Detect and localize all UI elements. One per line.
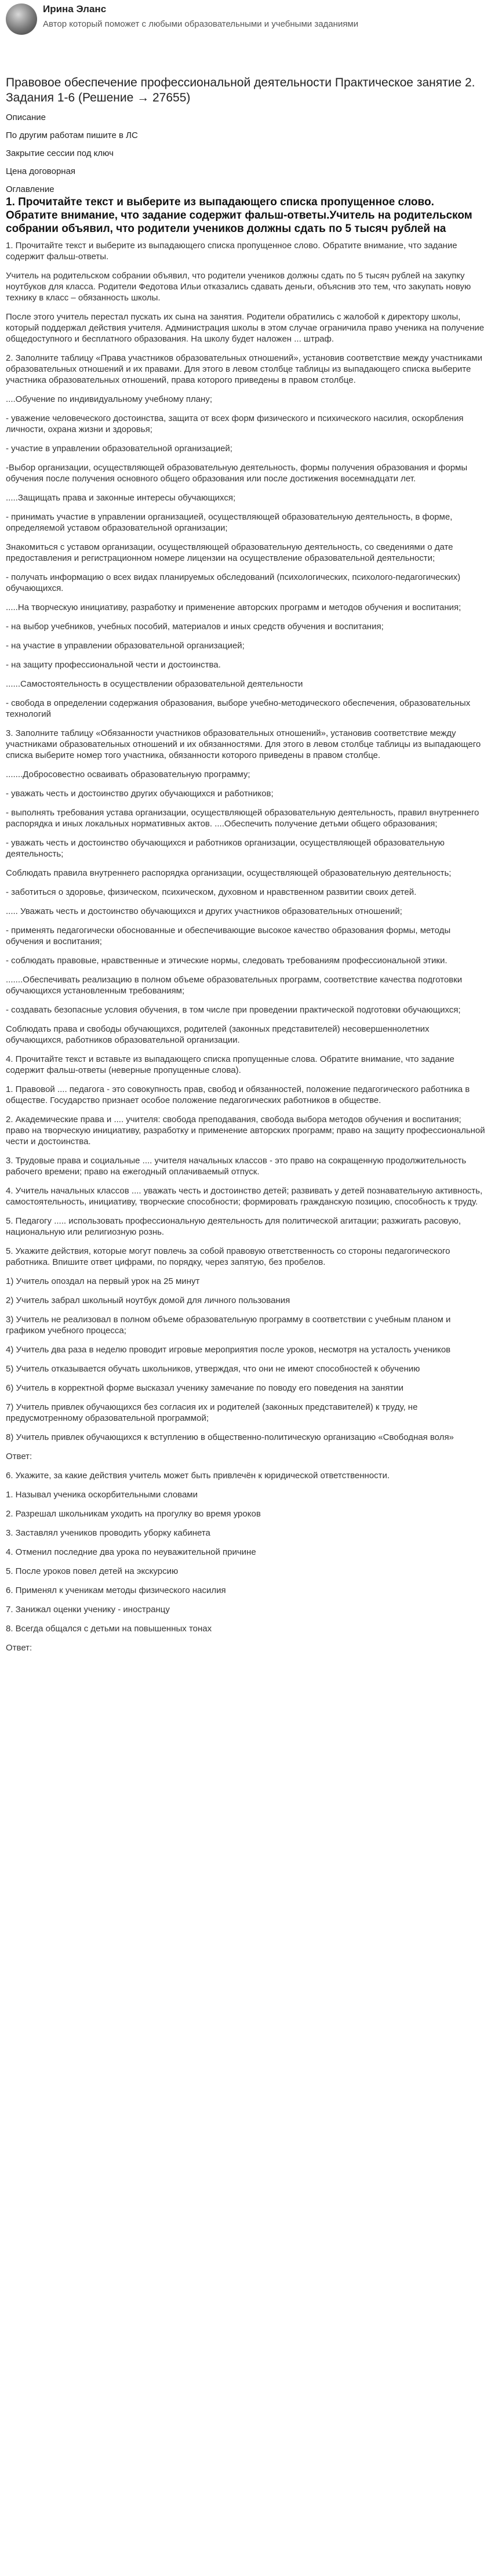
paragraph: 2. Академические права и .... учителя: свобода преподавания, свобода выбора методов обучения и воспитания; право на творческую инициативу, разработку и применение авторских программ; право на защиту профессиональной чести и достоинства.: [6, 1115, 485, 1146]
nav-item[interactable]: Закрытие сессии под ключ: [6, 148, 114, 158]
document-title: Правовое обеспечение профессиональной деятельности Практическое занятие 2. Задания 1-6 (Решение → 27655): [6, 76, 475, 104]
lead-heading: 1. Прочитайте текст и выберите из выпадающего списка пропущенное слово. Обратите внимание, что задание содержит фальш-ответы.Учитель на родительском собрании объявил, что родители учеников должны сдать по 5 тысяч рублей на: [6, 196, 472, 235]
paragraph: - заботиться о здоровье, физическом, психическом, духовном и нравственном развитии своих детей.: [6, 887, 417, 897]
document-body: [6, 240, 485, 1653]
paragraph: 3. Заполните таблицу «Обязанности участников образовательных отношений», установив соответствие между участниками образовательных отношений и их обязанностями. Для этого в левом столбце таблицы из выпадающего списка выберите номер того участника, обязанности которого приведены в правом столбце.: [6, 728, 481, 760]
paragraph: Знакомиться с уставом организации, осуществляющей образовательную деятельность, со сведениями о дате предоставления и регистрационном номере лицензии на осуществление образовательной деятельности;: [6, 542, 453, 563]
paragraph: 2) Учитель забрал школьный ноутбук домой для личного пользования: [6, 1296, 290, 1305]
avatar[interactable]: [6, 3, 37, 35]
paragraph: - соблюдать правовые, нравственные и этические нормы, следовать требованиям профессиональной этики.: [6, 956, 448, 966]
paragraph: 2. Заполните таблицу «Права участников образовательных отношений», установив соответствие между участниками образовательных отношений и их правами. Для этого в левом столбце таблицы из выпадающего списка выберите участника образовательных отношений, права которого приведены в правом столбце.: [6, 353, 482, 385]
paragraph: 8. Всегда общался с детьми на повышенных тонах: [6, 1624, 212, 1634]
paragraph: 6. Укажите, за какие действия учитель может быть привлечён к юридической ответственности.: [6, 1471, 390, 1481]
paragraph: - принимать участие в управлении организацией, осуществляющей образовательную деятельность, в форме, определяемой уставом образовательной организации;: [6, 512, 453, 533]
paragraph: Ответ:: [6, 1452, 32, 1461]
nav-item[interactable]: Цена договорная: [6, 166, 76, 176]
paragraph: Ответ:: [6, 1643, 32, 1653]
paragraph: - выполнять требования устава организации, осуществляющей образовательную деятельность, правил внутреннего распорядка и иных локальных нормативных актов. ....Обеспечить получение детьми общего образования;: [6, 808, 479, 829]
paragraph: 3. Заставлял учеников проводить уборку кабинета: [6, 1528, 210, 1538]
paragraph: -Выбор организации, осуществляющей образовательную деятельность, формы получения образования и формы обучения после получения основного общего образования или после достижения восемнадцати лет.: [6, 463, 468, 484]
paragraph: 5) Учитель отказывается обучать школьников, утверждая, что они не имеют способностей к обучению: [6, 1364, 420, 1374]
paragraph: ..... Уважать честь и достоинство обучающихся и других участников образовательных отношений;: [6, 906, 402, 916]
paragraph: 1. Называл ученика оскорбительными словами: [6, 1490, 198, 1500]
paragraph: 5. После уроков повел детей на экскурсию: [6, 1566, 179, 1576]
author-block: [6, 0, 485, 71]
paragraph: Соблюдать правила внутреннего распорядка организации, осуществляющей образовательную деятельность;: [6, 868, 452, 878]
toc-label[interactable]: Оглавление: [6, 184, 54, 194]
paragraph: Учитель на родительском собрании объявил, что родители учеников должны сдать по 5 тысяч рублей на закупку ноутбуков для класса. Родители Федотова Ильи отказались сдавать деньги, объяснив это тем, что закупать новую технику в класс – обязанность школы.: [6, 271, 471, 303]
paragraph: - на выбор учебников, учебных пособий, материалов и иных средств обучения и воспитания;: [6, 622, 384, 632]
nav-list: [6, 113, 485, 177]
paragraph: 7. Занижал оценки ученику - иностранцу: [6, 1605, 170, 1614]
paragraph: - свобода в определении содержания образования, выборе учебно-методического обеспечения, образовательных технологий: [6, 698, 471, 719]
paragraph: 4. Отменил последние два урока по неуважительной причине: [6, 1547, 256, 1557]
paragraph: ......Самостоятельность в осуществлении образовательной деятельности: [6, 679, 303, 689]
paragraph: 5. Педагогу ..... использовать профессиональную деятельность для политической агитации; разжигать расовую, национальную или религиозную рознь.: [6, 1216, 461, 1237]
paragraph: 6) Учитель в корректной форме высказал ученику замечание по поводу его поведения на занятии: [6, 1383, 403, 1393]
paragraph: .......Обеспечивать реализацию в полном объеме образовательных программ, соответствие качества подготовки обучающихся установленным требованиям;: [6, 975, 463, 996]
author-description: Автор который поможет с любыми образовательными и учебными заданиями: [43, 19, 359, 29]
paragraph: ....Обучение по индивидуальному учебному плану;: [6, 394, 212, 404]
paragraph: 4. Прочитайте текст и вставьте из выпадающего списка пропущенные слова. Обратите внимание, что задание содержит фальш-ответы (неверные пропущенные слова).: [6, 1054, 454, 1075]
author-name[interactable]: Ирина Эланс: [43, 3, 107, 14]
paragraph: 1. Правовой .... педагога - это совокупность прав, свобод и обязанностей, положение педагогического работника в обществе. Государство признает особое положение педагогических работников в обществе.: [6, 1084, 470, 1105]
paragraph: 3) Учитель не реализовал в полном объеме образовательную программу в соответствии с учебным планом и графиком учебного процесса;: [6, 1315, 451, 1336]
paragraph: - применять педагогически обоснованные и обеспечивающие высокое качество образования формы, методы обучения и воспитания;: [6, 926, 451, 946]
paragraph: После этого учитель перестал пускать их сына на занятия. Родители обратились с жалобой к директору школы, который поддержал действия учителя. Администрация школы в этом случае ограничила право ученика на получение общедоступного и бесплатного образования. На школу будет наложен ... штраф.: [6, 312, 485, 344]
nav-item[interactable]: По другим работам пишите в ЛС: [6, 130, 138, 140]
paragraph: .......Добросовестно осваивать образовательную программу;: [6, 770, 250, 779]
paragraph: 8) Учитель привлек обучающихся к вступлению в общественно-политическую организацию «Свободная воля»: [6, 1432, 454, 1442]
paragraph: 3. Трудовые права и социальные .... учителя начальных классов - это право на сокращенную продолжительность рабочего времени; право на ежегодный оплачиваемый отпуск.: [6, 1156, 467, 1177]
nav-item[interactable]: Описание: [6, 113, 46, 122]
paragraph: - получать информацию о всех видах планируемых обследований (психологических, психолого-педагогических) обучающихся.: [6, 572, 461, 593]
paragraph: - на участие в управлении образовательной организацией;: [6, 641, 245, 651]
paragraph: 1) Учитель опоздал на первый урок на 25 минут: [6, 1276, 200, 1286]
paragraph: 1. Прочитайте текст и выберите из выпадающего списка пропущенное слово. Обратите внимание, что задание содержит фальш-ответы.: [6, 241, 457, 262]
paragraph: 4) Учитель два раза в неделю проводит игровые мероприятия после уроков, несмотря на усталость учеников: [6, 1345, 451, 1355]
paragraph: 6. Применял к ученикам методы физического насилия: [6, 1585, 226, 1595]
paragraph: - на защиту профессиональной чести и достоинства.: [6, 660, 221, 670]
paragraph: .....Защищать права и законные интересы обучающихся;: [6, 493, 236, 503]
paragraph: 2. Разрешал школьникам уходить на прогулку во время уроков: [6, 1509, 261, 1519]
paragraph: - создавать безопасные условия обучения, в том числе при проведении практической подготовки обучающихся;: [6, 1005, 461, 1015]
paragraph: - уважать честь и достоинство других обучающихся и работников;: [6, 789, 274, 799]
paragraph: - участие в управлении образовательной организацией;: [6, 444, 232, 453]
author-info: [43, 2, 358, 30]
paragraph: .....На творческую инициативу, разработку и применение авторских программ и методов обучения и воспитания;: [6, 603, 461, 612]
paragraph: Соблюдать права и свободы обучающихся, родителей (законных представителей) несовершеннолетних обучающихся, работников образовательной организации.: [6, 1024, 430, 1045]
paragraph: 5. Укажите действия, которые могут повлечь за собой правовую ответственность со стороны педагогического работника. Впишите ответ цифрами, по порядку, через запятую, без пробелов.: [6, 1246, 450, 1267]
paragraph: - уважать честь и достоинство обучающихся и работников организации, осуществляющей образовательную деятельность;: [6, 838, 445, 859]
paragraph: 7) Учитель привлек обучающихся без согласия их и родителей (законных представителей) к труду, не предусмотренному образовательной программой;: [6, 1402, 418, 1423]
paragraph: - уважение человеческого достоинства, защита от всех форм физического и психического насилия, оскорбления личности, охрана жизни и здоровья;: [6, 413, 464, 434]
paragraph: 4. Учитель начальных классов .... уважать честь и достоинство детей; развивать у детей познавательную активность, самостоятельность, инициативу, творческие способности; формировать гражданскую позицию, способность к труду.: [6, 1186, 483, 1207]
